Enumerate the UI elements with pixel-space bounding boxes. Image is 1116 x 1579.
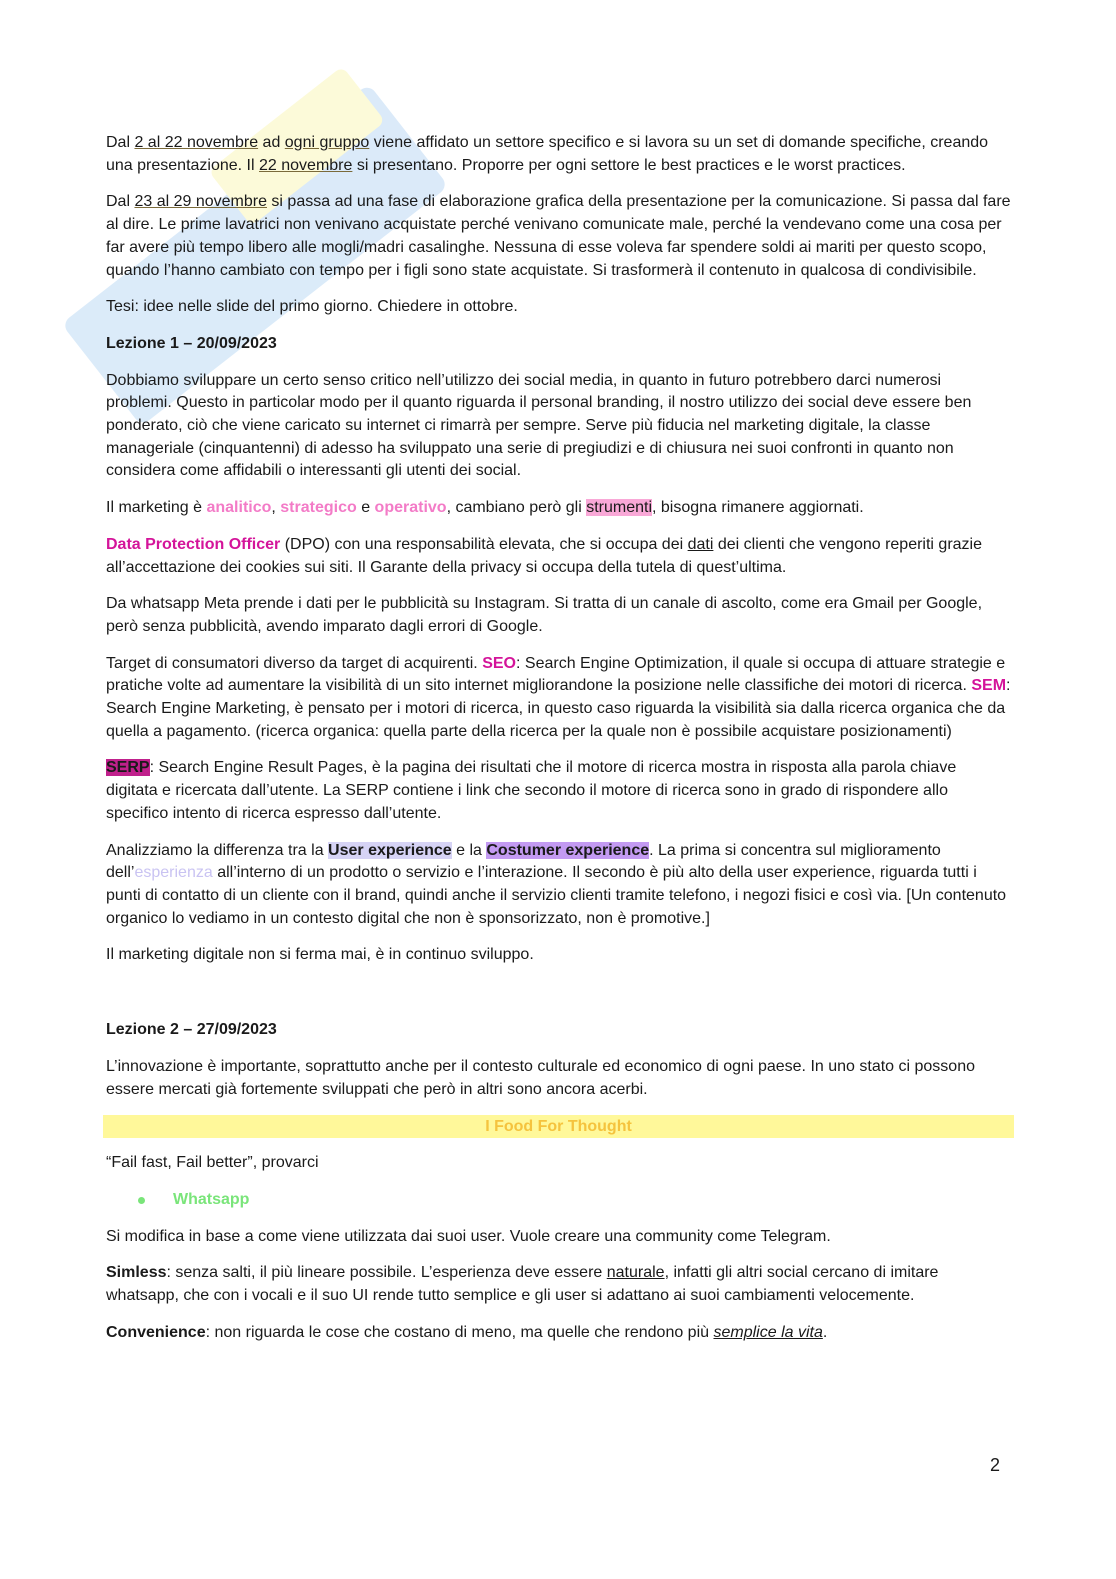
- paragraph-continuous-development: Il marketing digitale non si ferma mai, è in continuo sviluppo.: [106, 946, 534, 964]
- page-number: 2: [990, 1455, 1001, 1475]
- paragraph-whatsapp-meta: Da whatsapp Meta prende i dati per le pubblicità su Instagram. Si tratta di un canale di ascolto, come era Gmail per Google, però senza pubblicità, avendo imparato dagli errori di Google.: [106, 595, 983, 635]
- paragraph-schedule-november: Dal 2 al 22 novembre ad ogni gruppo viene affidato un settore specifico e si lavora su un set di domande specifiche, creando una presentazione. Il 22 novembre si presentano. Proporre per ogni settore le best practices e le worst practices.: [106, 134, 989, 174]
- food-for-thought-band: I Food For Thought: [103, 1115, 1014, 1138]
- paragraph-experience: Analizziamo la differenza tra la User experience e la Costumer experience. La prima si concentra sul miglioramento dell’esperienza all’interno di un prodotto o servizio e l’interazione. Il secondo è più alto della user experience, riguarda tutti i punti di contatto di un cliente con il brand, quindi anche il servizio clienti tramite telefono, i negozi fisici e così via. [Un contenuto organico lo vediamo in un contesto digital che non è sponsorizzato, non è promotive.]: [106, 841, 1007, 927]
- paragraph-convenience: Convenience: non riguarda le cose che costano di meno, ma quelle che rendono più semplice la vita.: [106, 1323, 828, 1341]
- paragraph-serp: SERP: Search Engine Result Pages, è la pagina dei risultati che il motore di ricerca mostra in risposta alla parola chiave digitata e ricercata dall’utente. La SERP contiene i link che secondo il motore di ricerca sono in grado di rispondere allo specifico intento di ricerca espresso dall’utente.: [106, 759, 957, 822]
- paragraph-fail-fast: “Fail fast, Fail better”, provarci: [106, 1154, 319, 1172]
- paragraph-community: Si modifica in base a come viene utilizzata dai suoi user. Vuole creare una community come Telegram.: [106, 1227, 831, 1245]
- paragraph-marketing-types: Il marketing è analitico, strategico e operativo, cambiano però gli strumenti, bisogna rimanere aggiornati.: [106, 499, 864, 517]
- lesson1-heading: Lezione 1 – 20/09/2023: [106, 334, 277, 352]
- paragraph-seo-sem: Target di consumatori diverso da target di acquirenti. SEO: Search Engine Optimization, il quale si occupa di attuare strategie e pratiche volte ad aumentare la visibilità di un sito internet migliorandone la posizione nelle classifiche dei motori di ricerca. SEM: Search Engine Marketing, è pensato per i motori di ricerca, in questo caso riguarda la visibilità sia dalla ricerca organica che da quella a pagamento. (ricerca organica: quella parte della ricerca per la quale non è possibile acquistare posizionamenti): [106, 654, 1011, 740]
- paragraph-critical-sense: Dobbiamo sviluppare un certo senso critico nell’utilizzo dei social media, in quanto in futuro potrebbero darci numerosi problemi. Questo in particolar modo per il quanto riguarda il personal branding, il nostro utilizzo dei social deve essere ben ponderato, ciò che viene caricato su internet ci rimarrà per sempre. Serve più fiducia nel marketing digitale, la classe manageriale (cinquantenni) di adesso ha sviluppato una serie di pregiudizi e di chiusura nei suoi confronti in quanto non considera come affidabili o interessanti gli utenti dei social.: [106, 371, 972, 480]
- document-page: [106, 132, 1011, 1358]
- bullet-dot-icon: [138, 1197, 145, 1204]
- paragraph-graphic-phase: Dal 23 al 29 novembre si passa ad una fase di elaborazione grafica della presentazione per la comunicazione. Si passa dal fare al dire. Le prime lavatrici non venivano acquistate perché venivano comunicate male, perché la vendevano come una cosa per far avere più tempo libero alle mogli/madri casalinghe. Nessuna di esse voleva far spendere soldi ai mariti per questo scopo, quando l’hanno cambiato con tempo per i figli sono state acquistate. Si trasformerà il contenuto in qualcosa di condivisibile.: [106, 193, 1011, 279]
- paragraph-innovation: L’innovazione è importante, soprattutto anche per il contesto culturale ed economico di ogni paese. In uno stato ci possono essere mercati già fortemente sviluppati che però in altri sono ancora acerbi.: [106, 1057, 975, 1098]
- bullet-whatsapp: Whatsapp: [138, 1189, 1011, 1212]
- lesson2-heading: Lezione 2 – 27/09/2023: [106, 1021, 277, 1039]
- paragraph-dpo: Data Protection Officer (DPO) con una responsabilità elevata, che si occupa dei dati dei clienti che vengono reperiti grazie all’accettazione dei cookies sui siti. Il Garante della privacy si occupa della tutela di quest’ultima.: [106, 535, 983, 576]
- paragraph-thesis: Tesi: idee nelle slide del primo giorno. Chiedere in ottobre.: [106, 298, 518, 316]
- paragraph-simless: Simless: senza salti, il più lineare possibile. L’esperienza deve essere naturale, infatti gli altri social cercano di imitare whatsapp, che con i vocali e il suo UI rende tutto semplice e gli user si adattano ai suoi cambiamenti velocemente.: [106, 1264, 939, 1305]
